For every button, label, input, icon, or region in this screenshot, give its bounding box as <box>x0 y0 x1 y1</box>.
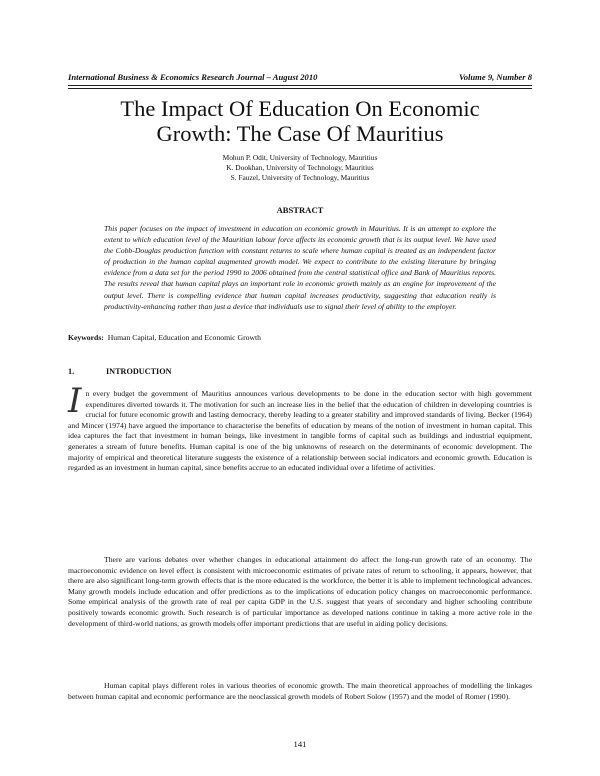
title-line-2: Growth: The Case Of Mauritius <box>156 121 444 146</box>
title-line-1: The Impact Of Education On Economic <box>120 96 480 121</box>
keywords-label: Keywords: <box>68 333 104 342</box>
abstract-heading: ABSTRACT <box>276 205 324 215</box>
author-list <box>68 153 532 183</box>
drop-cap: I <box>68 381 82 421</box>
journal-name: International Business & Economics Research Journal – August 2010 <box>68 72 318 82</box>
running-header <box>68 72 532 82</box>
paragraph-3: Human capital plays different roles in various theories of economic growth. The main theoretical approaches of modelling the linkages between human capital and economic performance are the neoclassical growth models of Robert Solow (1957) and the model of Romer (1990). <box>68 681 532 701</box>
section-heading <box>68 367 172 376</box>
paragraph-1 <box>68 381 532 474</box>
page-number: 141 <box>293 739 307 749</box>
author-1: Mohun P. Odit, University of Technology, Mauritius <box>222 153 378 162</box>
paper-title <box>68 96 532 146</box>
abstract-text: This paper focuses on the impact of investment in education on economic growth in Mauritius. It is an attempt to explore the extent to which education level of the Mauritian labour force affects its economic growth that is its output level. We have used the Cobb-Douglas production function with constant returns to scale where human capital is treated as an independent factor of production in the human capital augmented growth model. We expect to contribute to the existing literature by bringing evidence from a data set for the period 1990 to 2006 obtained from the central statistical office and Bank of Mauritius reports. The results reveal that human capital plays an important role in economic growth mainly as an engine for improvement of the output level. There is compelling evidence that human capital increases productivity, suggesting that education really is productivity-enhancing rather than just a device that individuals use to signal their level of ability to the employer. <box>104 224 496 311</box>
section-title: INTRODUCTION <box>106 367 172 376</box>
paragraph-1-text: n every budget the government of Mauritius announces various developments to be done in the education sector with high government expenditures diverted towards it. The motivation for such an increase lies in the belief that the education of children in developing countries is crucial for future economic growth and lasting democracy, thereby leading to a greater stability and improved standards of living. Becker (1964) and Mincer (1974) have argued the importance to characterise the benefits of education by means of the notion of investment in human capital. This idea captures the fact that investment in human beings, like investment in tangible forms of capital such as buildings and industrial equipment, generates a stream of future benefits. Human capital is one of the big unknowns of research on the determinants of economic development. The majority of empirical and theoretical literature suggests the existence of a relationship between social indicators and economic growth. Education is regarded as an investment in human capital, since benefits accrue to an educated individual over a lifetime of activities. <box>68 389 532 473</box>
header-rule-bottom <box>68 88 532 89</box>
header-rule-top <box>68 85 532 86</box>
section-number: 1. <box>68 367 75 376</box>
author-3: S. Fauzel, University of Technology, Mauritius <box>230 173 370 182</box>
keywords-line <box>68 333 532 342</box>
paragraph-2: There are various debates over whether changes in educational attainment do affect the long-run growth rate of an economy. The macroeconomic evidence on level effect is consistent with microeconomic estimates of private rates of return to schooling, it appears, however, that there are also significant long-term growth effects that is the more educated is the workforce, the better it is able to implement technological advances. Many growth models include education and offer predictions as to the implications of education policy changes on macroeconomic performance. Some empirical analysis of the growth rate of real per capita GDP in the U.S. suggest that years of secondary and higher schooling contribute positively towards economic growth. Such research is of particular importance as developed nations continue in taking a more active role in the development of third-world nations, as growth models offer important predictions that are useful in aiding policy decisions. <box>68 555 532 628</box>
volume-number: Volume 9, Number 8 <box>458 72 532 82</box>
keywords-text: Human Capital, Education and Economic Growth <box>107 333 262 342</box>
author-2: K. Dookhan, University of Technology, Mauritius <box>226 163 374 172</box>
